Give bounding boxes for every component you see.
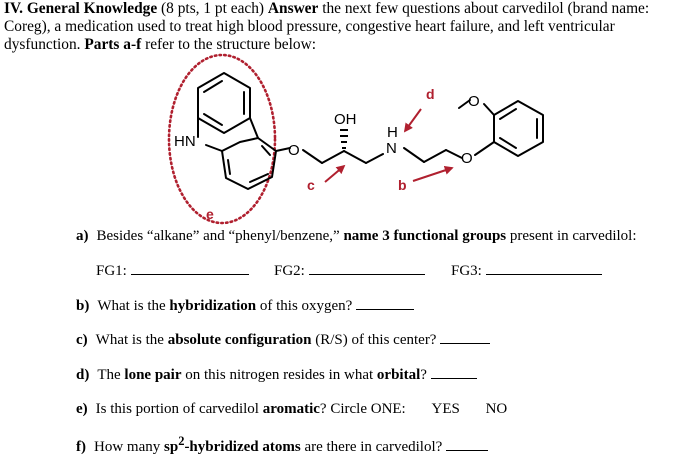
arrow-b xyxy=(413,168,452,181)
methoxy-o-label: O xyxy=(468,93,480,110)
points-text: (8 pts, 1 pt each) xyxy=(157,0,268,17)
arrow-c xyxy=(325,166,344,182)
question-e: e) Is this portion of carvedilol aromatic? Circle ONE: YES NO xyxy=(76,401,508,417)
answer-d-blank[interactable] xyxy=(431,366,477,379)
question-f: f) How many $sp^2$-hybridized atoms are there in carvedilol? xyxy=(76,434,488,456)
intro-paragraph xyxy=(4,0,694,54)
fg3-blank[interactable] xyxy=(486,262,602,275)
question-label: f) xyxy=(76,439,86,455)
fg2-blank[interactable] xyxy=(309,262,425,275)
answer-b-blank[interactable] xyxy=(356,297,414,310)
answer-c-blank[interactable] xyxy=(440,331,490,344)
section-heading: IV. General Knowledge xyxy=(4,0,158,17)
question-label: b) xyxy=(76,298,90,314)
choice-yes[interactable]: YES xyxy=(431,401,460,417)
question-label: c) xyxy=(76,332,88,348)
bond-lines xyxy=(198,73,543,189)
oh-label: OH xyxy=(334,111,357,128)
fg3-field[interactable]: FG3: xyxy=(451,262,602,280)
ether-o-label-2: O xyxy=(461,150,473,167)
marker-c: c xyxy=(307,177,315,193)
arrow-d xyxy=(405,109,421,131)
question-label: e) xyxy=(76,401,88,417)
question-b: b) What is the hybridization of this oxygen? xyxy=(76,297,414,315)
marker-b: b xyxy=(398,177,407,193)
amine-n-label: N xyxy=(386,140,397,157)
choice-no[interactable]: NO xyxy=(485,401,508,417)
marker-d: d xyxy=(426,86,435,102)
intro-body-1: the next few questions about carvedilol (brand name: Coreg), a medication used to treat high blood pressure, congestive heart failure, and left ventricular dysfunction. xyxy=(4,0,650,53)
ether-o-label-1: O xyxy=(288,142,300,159)
fg2-field[interactable]: FG2: xyxy=(274,262,425,280)
answer-f-blank[interactable] xyxy=(446,438,488,451)
fg1-blank[interactable] xyxy=(131,262,249,275)
parts-text: Parts a-f xyxy=(84,36,142,53)
question-a: a) Besides “alkane” and “phenyl/benzene,” name 3 functional groups present in carvedilol: xyxy=(76,228,637,244)
answer-word: Answer xyxy=(267,0,319,17)
stereo-hashed-wedge xyxy=(340,130,348,148)
amine-h-label: H xyxy=(387,124,398,141)
nh-label: HN xyxy=(174,133,196,150)
question-c: c) What is the absolute configuration (R/S) of this center? xyxy=(76,331,490,349)
marker-e: e xyxy=(206,206,214,222)
question-label: a) xyxy=(76,228,89,244)
question-d: d) The lone pair on this nitrogen resides in what orbital? xyxy=(76,366,477,384)
fg1-field[interactable]: FG1: xyxy=(96,262,249,280)
carbazole-highlight-ellipse xyxy=(169,55,275,223)
intro-body-2: refer to the structure below: xyxy=(141,36,317,53)
question-label: d) xyxy=(76,367,90,383)
